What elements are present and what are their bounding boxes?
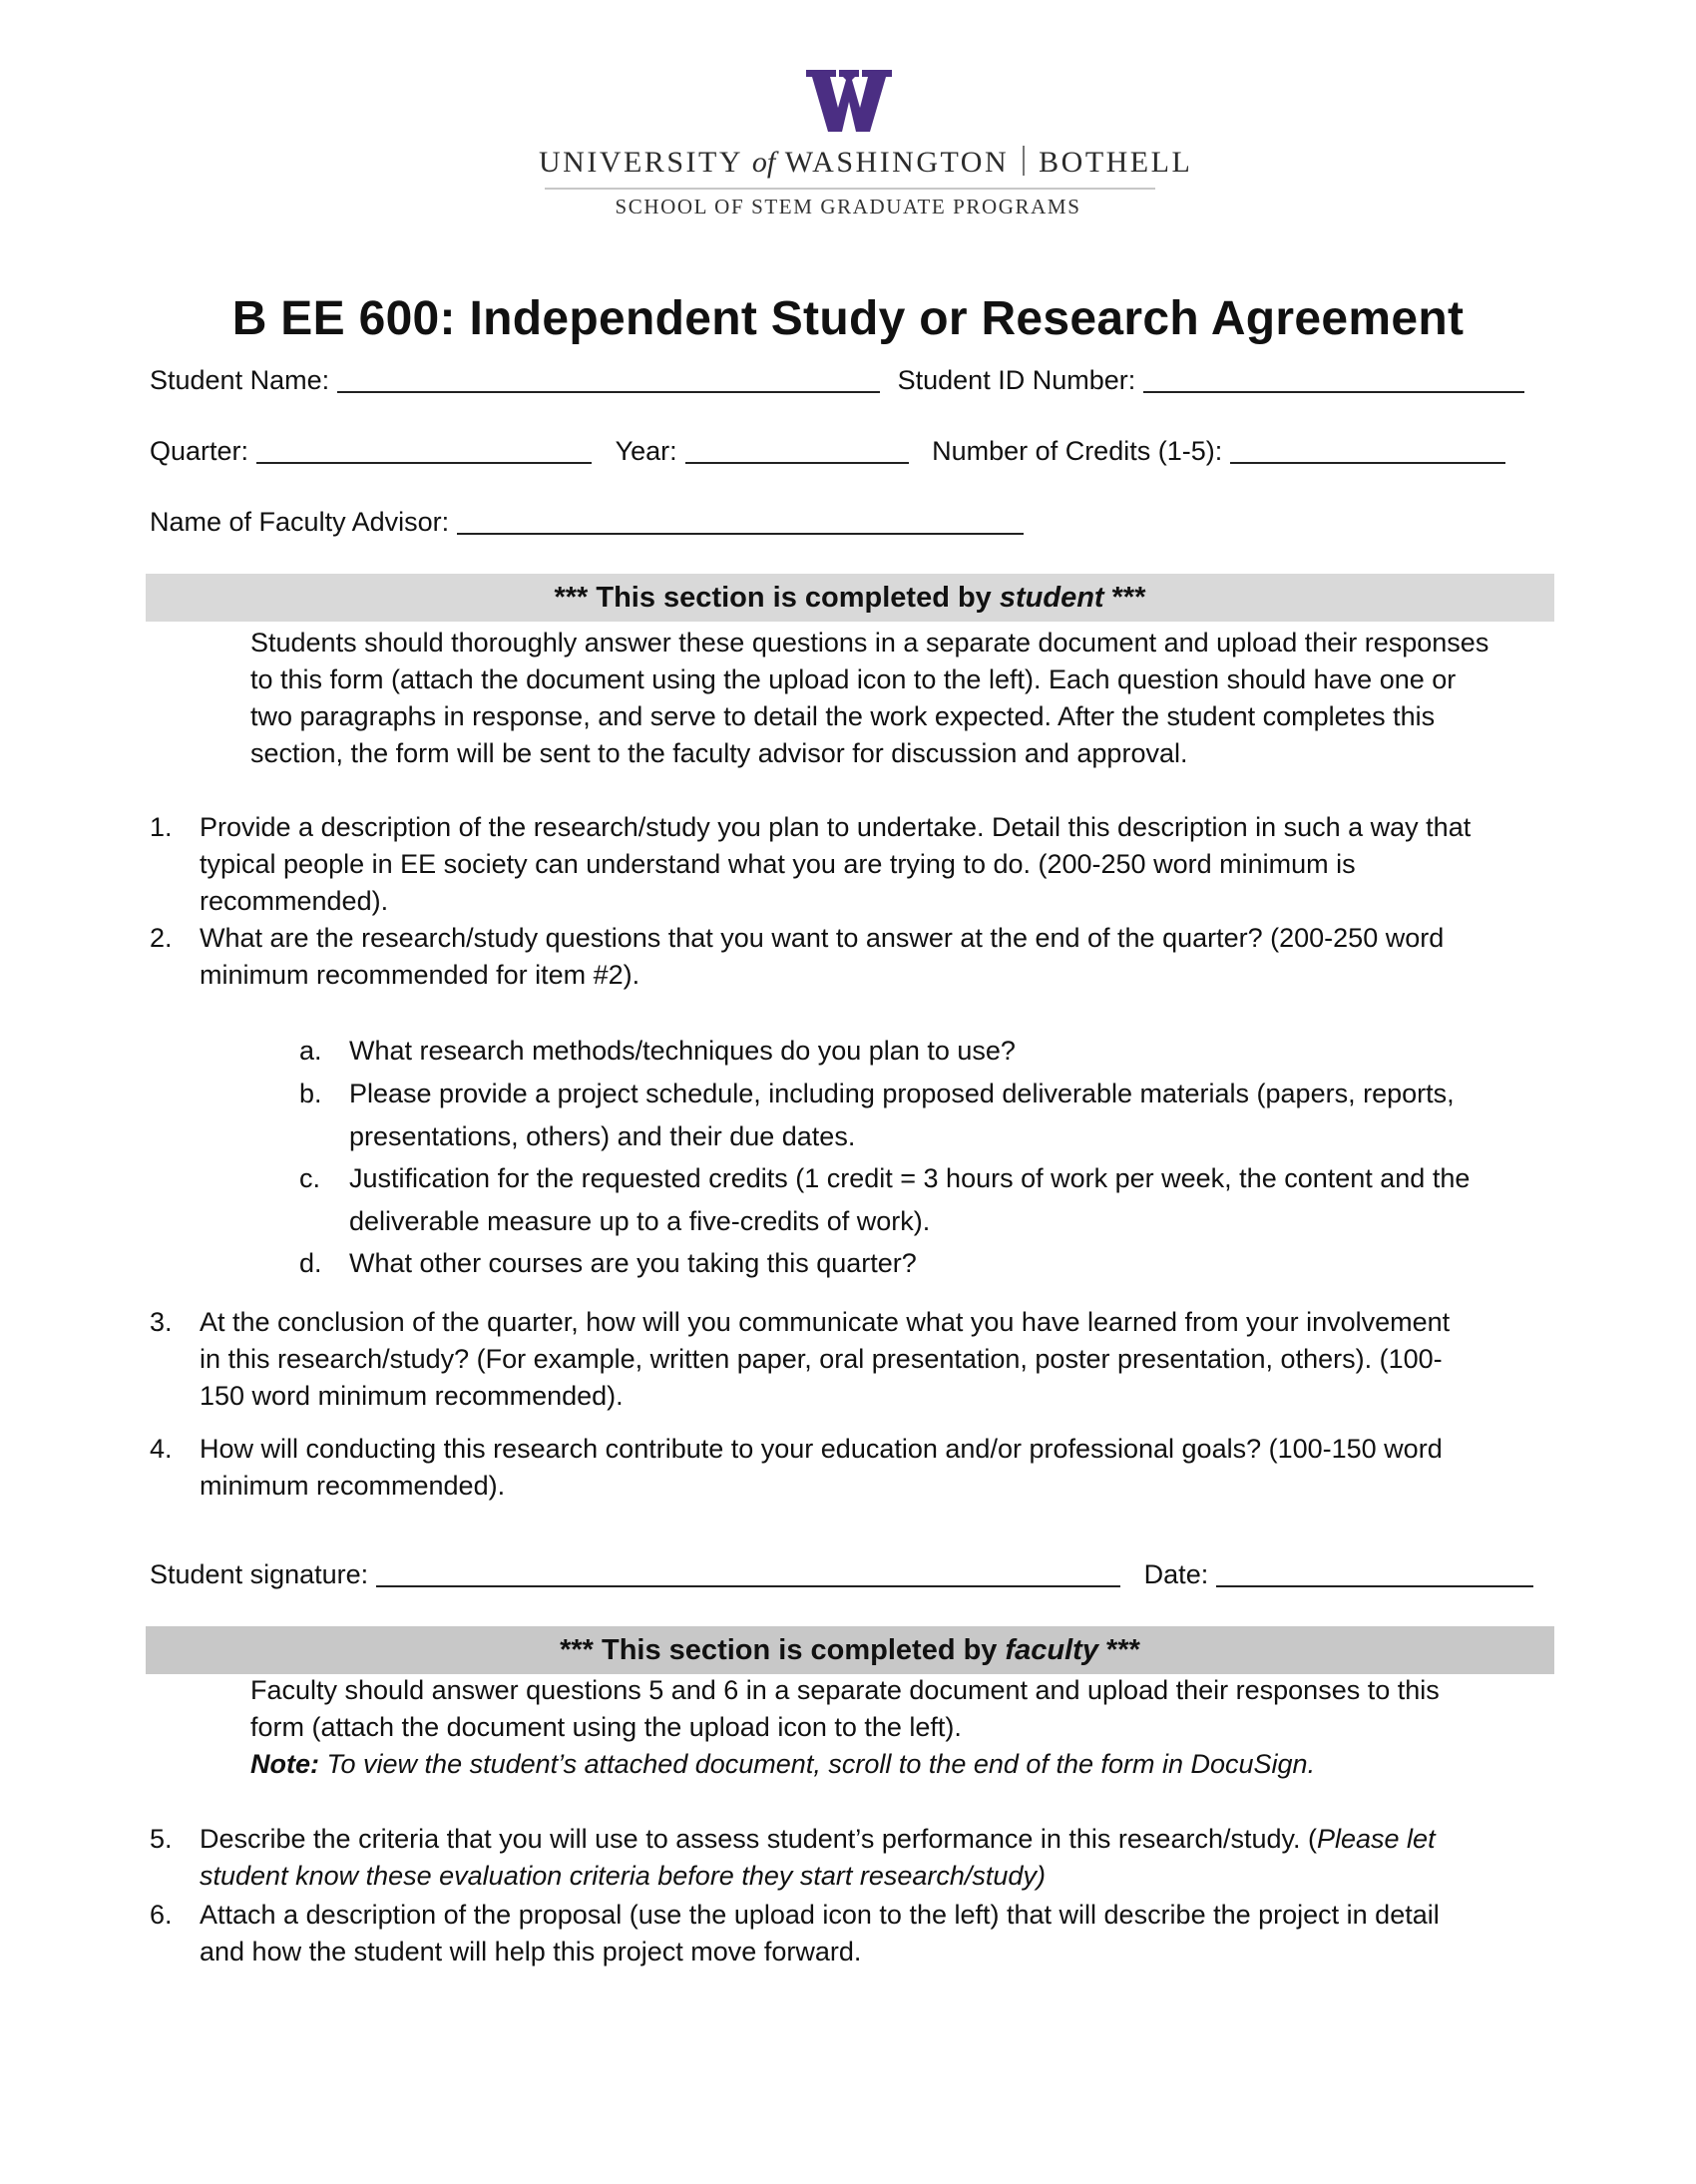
subitem-line: What other courses are you taking this quarter? — [349, 1248, 917, 1278]
subitem-letter: d. — [299, 1248, 322, 1278]
advisor-label: Name of Faculty Advisor: — [150, 507, 450, 537]
student-bar-role: student — [999, 582, 1104, 614]
advisor-row — [150, 507, 1024, 538]
question-line: minimum recommended). — [200, 1471, 506, 1501]
student-id-field[interactable] — [1143, 365, 1524, 393]
question-line: typical people in EE society can understand what you are trying to do. (200-250 word minimum is — [200, 849, 1356, 879]
student-signature-row — [150, 1559, 1533, 1590]
student-signature-field[interactable] — [376, 1559, 1120, 1587]
note-label: Note: — [250, 1749, 319, 1779]
advisor-field[interactable] — [457, 507, 1024, 535]
header-divider — [545, 188, 1155, 190]
question-line — [200, 1858, 1556, 1895]
faculty-bar-prefix: *** This section is completed by — [560, 1634, 1006, 1666]
instruction-line: section, the form will be sent to the faculty advisor for discussion and approval. — [250, 738, 1188, 768]
faculty-instructions — [250, 1672, 1557, 1783]
instruction-line: Students should thoroughly answer these questions in a separate document and upload their responses — [250, 628, 1489, 657]
question-line: Attach a description of the proposal (use the upload icon to the left) that will describe the project in detail — [200, 1900, 1440, 1930]
student-name-field[interactable] — [337, 365, 880, 393]
subitem-letter: b. — [299, 1079, 322, 1108]
note-text: To view the student’s attached document, scroll to the end of the form in DocuSign. — [319, 1749, 1316, 1779]
student-id-label: Student ID Number: — [897, 365, 1136, 395]
student-bar-prefix: *** This section is completed by — [554, 582, 1000, 614]
subitem-line: Please provide a project schedule, including proposed deliverable materials (papers, reports, — [349, 1079, 1455, 1108]
question-text-italic: student know these evaluation criteria before they start research/study) — [200, 1861, 1046, 1891]
question-text-italic: Please let — [1317, 1824, 1436, 1854]
quarter-field[interactable] — [256, 436, 592, 464]
question-line: and how the student will help this project move forward. — [200, 1937, 862, 1966]
subitem-line: What research methods/techniques do you plan to use? — [349, 1036, 1016, 1066]
subitem-letter: a. — [299, 1036, 322, 1066]
student-name-label: Student Name: — [150, 365, 330, 395]
student-signature-label: Student signature: — [150, 1559, 369, 1589]
question-number: 1. — [150, 812, 173, 842]
year-label: Year: — [615, 436, 677, 466]
question-line: in this research/study? (For example, written paper, oral presentation, poster presentation, others). (100- — [200, 1344, 1443, 1374]
question-number: 5. — [150, 1824, 173, 1854]
question-line: minimum recommended for item #2). — [200, 960, 640, 990]
wordmark-of: of — [751, 146, 776, 179]
question-number: 2. — [150, 923, 173, 953]
question-line: How will conducting this research contribute to your education and/or professional goals? (100-150 word — [200, 1434, 1443, 1464]
subitem-line: presentations, others) and their due dates. — [349, 1121, 856, 1151]
wordmark-washington: WASHINGTON — [784, 146, 1010, 179]
school-name: SCHOOL OF STEM GRADUATE PROGRAMS — [615, 195, 1081, 218]
wordmark-campus: BOTHELL — [1039, 146, 1193, 179]
question-number: 3. — [150, 1307, 173, 1337]
university-wordmark — [539, 146, 1193, 190]
question-line: What are the research/study questions that you want to answer at the end of the quarter? (200-250 word — [200, 923, 1445, 953]
question-line: At the conclusion of the quarter, how will you communicate what you have learned from your involvement — [200, 1307, 1451, 1337]
wordmark-divider — [1023, 146, 1025, 176]
question-line — [200, 1821, 1556, 1858]
quarter-year-credits-row — [150, 436, 1505, 467]
subitem-line: deliverable measure up to a five-credits of work). — [349, 1206, 931, 1236]
student-section-header — [146, 574, 1554, 622]
faculty-bar-suffix: *** — [1097, 1634, 1140, 1666]
instruction-line: Faculty should answer questions 5 and 6 in a separate document and upload their responses to this — [250, 1675, 1440, 1705]
question-number: 4. — [150, 1434, 173, 1464]
page-title: B EE 600: Independent Study or Research Agreement — [231, 292, 1465, 345]
student-bar-suffix: *** — [1103, 582, 1146, 614]
instruction-line: form (attach the document using the upload icon to the left). — [250, 1712, 962, 1742]
faculty-section-header — [146, 1626, 1554, 1674]
instruction-line: two paragraphs in response, and serve to detail the work expected. After the student completes this — [250, 701, 1436, 731]
wordmark-university: UNIVERSITY — [539, 146, 742, 179]
question-number: 6. — [150, 1900, 173, 1930]
year-field[interactable] — [685, 436, 909, 464]
question-line: 150 word minimum recommended). — [200, 1381, 624, 1411]
faculty-bar-role: faculty — [1005, 1634, 1098, 1666]
faculty-note — [250, 1746, 1557, 1783]
subitem-line: Justification for the requested credits (1 credit = 3 hours of work per week, the content and the — [349, 1163, 1471, 1193]
question-line: recommended). — [200, 886, 389, 916]
credits-field[interactable] — [1230, 436, 1505, 464]
date-label: Date: — [1143, 1559, 1209, 1589]
uw-w-logo-icon — [806, 70, 892, 132]
name-id-row — [150, 365, 1524, 396]
date-field[interactable] — [1216, 1559, 1533, 1587]
subitem-letter: c. — [299, 1163, 321, 1193]
instruction-line: to this form (attach the document using the upload icon to the left). Each question should have one or — [250, 664, 1457, 694]
question-line: Provide a description of the research/study you plan to undertake. Detail this description in such a way that — [200, 812, 1472, 842]
quarter-label: Quarter: — [150, 436, 249, 466]
credits-label: Number of Credits (1-5): — [932, 436, 1223, 466]
student-instructions — [250, 625, 1557, 772]
question-text: Describe the criteria that you will use to assess student’s performance in this research/study. ( — [200, 1824, 1317, 1854]
